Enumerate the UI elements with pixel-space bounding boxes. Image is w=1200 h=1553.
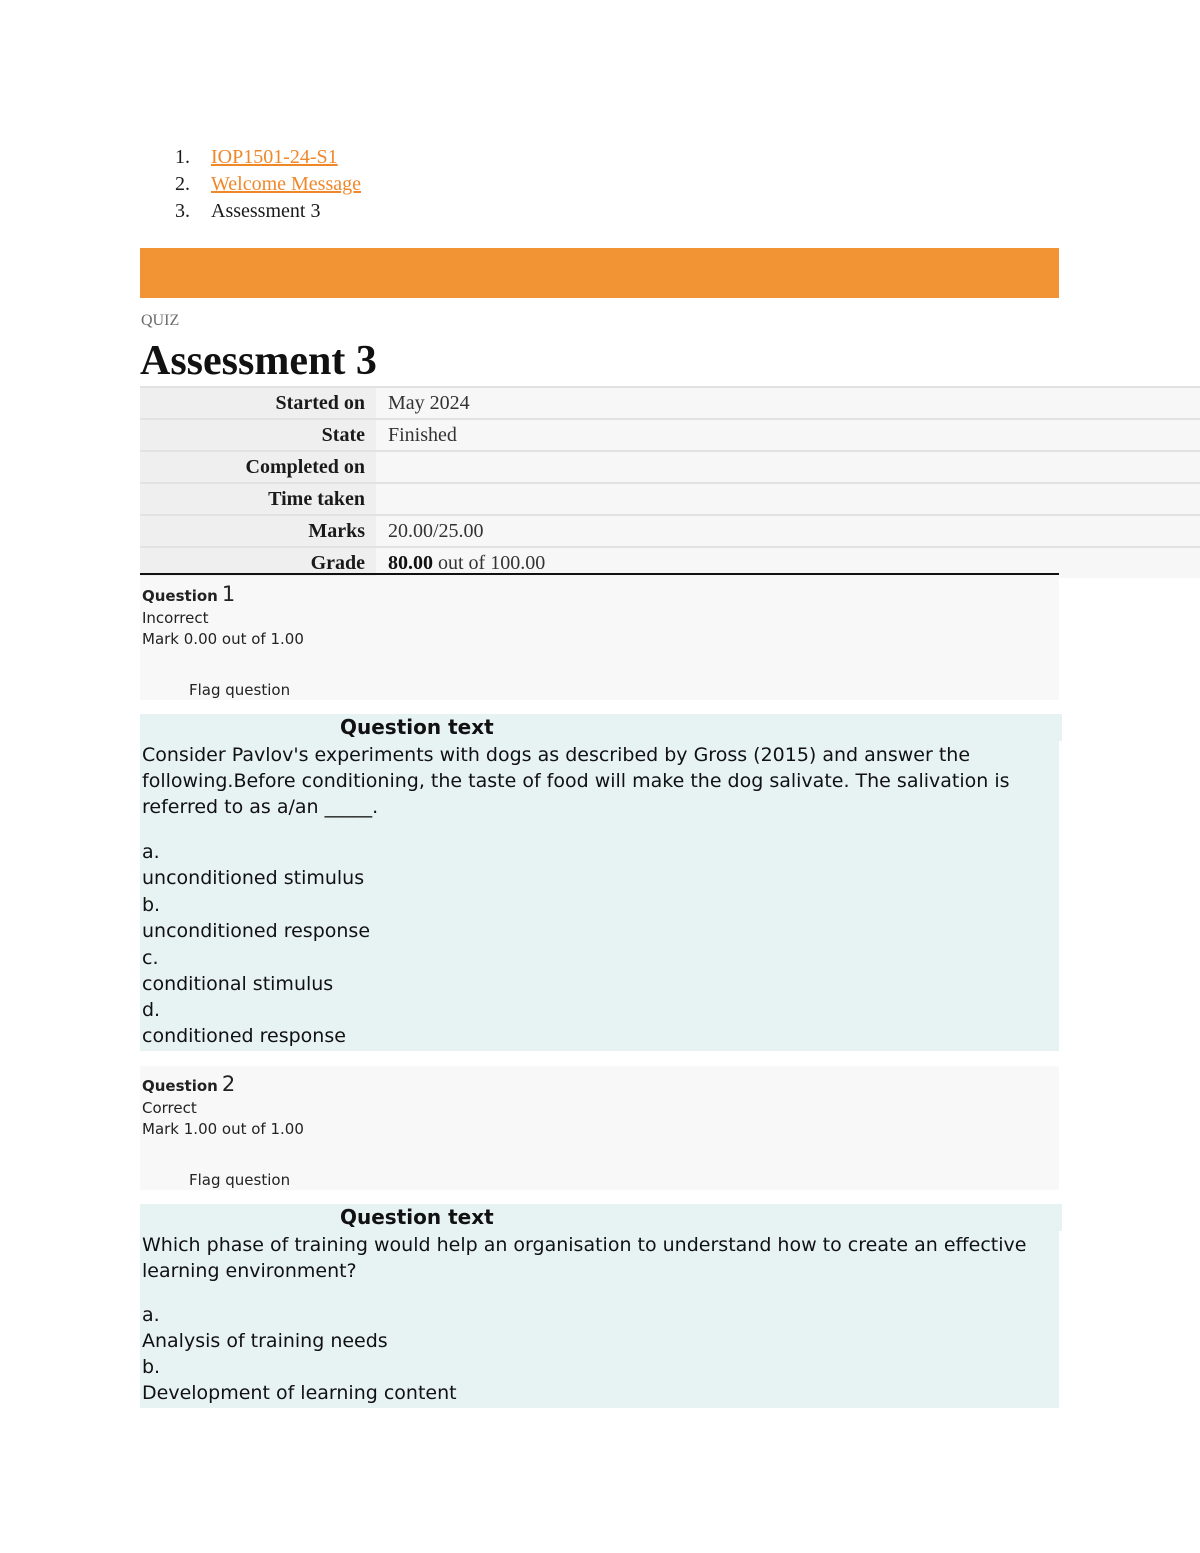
summary-row-marks (140, 515, 1200, 547)
summary-label: Time taken (140, 483, 376, 515)
summary-row-time (140, 483, 1200, 515)
answer-option[interactable]: conditioned response (142, 1025, 346, 1047)
flag-question-button[interactable]: Flag question (189, 681, 291, 699)
breadcrumb-item (175, 198, 361, 225)
option-letter: c. (142, 947, 159, 969)
breadcrumb-item (175, 171, 361, 198)
breadcrumb-number: 2. (175, 173, 190, 195)
summary-row-completed (140, 451, 1200, 483)
breadcrumb-link-welcome[interactable]: Welcome Message (211, 173, 361, 195)
question-text: Which phase of training would help an organisation to understand how to create an effective learning environment? (142, 1234, 1027, 1282)
summary-value: May 2024 (376, 387, 1200, 419)
summary-label: Marks (140, 515, 376, 547)
option-letter: a. (142, 841, 160, 863)
question-number (142, 1072, 235, 1096)
question-number-value: 2 (221, 1072, 236, 1096)
question-state: Correct (142, 1099, 197, 1117)
question-text: Consider Pavlov's experiments with dogs as described by Gross (2015) and answer the following.Before conditioning, the taste of food will make the dog salivate. The salivation is referred to as a/an _____. (142, 744, 1010, 818)
breadcrumb-item (175, 144, 361, 171)
flag-question-button[interactable]: Flag question (189, 1171, 291, 1189)
summary-row-state (140, 419, 1200, 451)
page-kicker: QUIZ (141, 312, 180, 329)
summary-value: Finished (376, 419, 1200, 451)
breadcrumb-link-course[interactable]: IOP1501-24-S1 (211, 146, 338, 168)
summary-label: Completed on (140, 451, 376, 483)
question-info-1 (140, 576, 1059, 700)
summary-value (376, 451, 1200, 483)
breadcrumb-number: 3. (175, 200, 190, 222)
answer-option[interactable]: unconditioned stimulus (142, 867, 365, 889)
option-letter: b. (142, 894, 161, 916)
header-banner (140, 248, 1059, 298)
question-label: Question (142, 587, 218, 605)
question-mark: Mark 0.00 out of 1.00 (142, 630, 304, 648)
attempt-summary-table (140, 386, 1200, 578)
answer-option[interactable]: conditional stimulus (142, 973, 334, 995)
option-letter: b. (142, 1356, 161, 1378)
summary-row-started (140, 387, 1200, 419)
summary-divider (140, 573, 1059, 575)
grade-score: 80.00 (388, 551, 433, 574)
summary-label: Started on (140, 387, 376, 419)
question-text-header (140, 1204, 1062, 1231)
question-text-heading: Question text (340, 1205, 494, 1229)
answer-option[interactable]: Development of learning content (142, 1382, 457, 1404)
option-letter: a. (142, 1304, 160, 1326)
answer-option[interactable]: Analysis of training needs (142, 1330, 388, 1352)
question-content-2 (140, 1204, 1059, 1408)
breadcrumb-number: 1. (175, 146, 190, 168)
question-number-value: 1 (221, 582, 236, 606)
summary-value (376, 483, 1200, 515)
answer-option[interactable]: unconditioned response (142, 920, 371, 942)
breadcrumb (175, 144, 361, 225)
question-text-heading: Question text (340, 715, 494, 739)
page-title: Assessment 3 (140, 338, 377, 384)
grade-out-of: out of 100.00 (433, 551, 546, 574)
question-number (142, 582, 235, 606)
question-label: Question (142, 1077, 218, 1095)
summary-label: State (140, 419, 376, 451)
question-text-header (140, 714, 1062, 741)
option-letter: d. (142, 999, 161, 1021)
question-content-1 (140, 714, 1059, 1051)
question-info-2 (140, 1066, 1059, 1190)
breadcrumb-current: Assessment 3 (211, 200, 321, 222)
question-state: Incorrect (142, 609, 209, 627)
summary-label: Grade (140, 547, 376, 578)
question-mark: Mark 1.00 out of 1.00 (142, 1120, 304, 1138)
summary-value: 20.00/25.00 (376, 515, 1200, 547)
